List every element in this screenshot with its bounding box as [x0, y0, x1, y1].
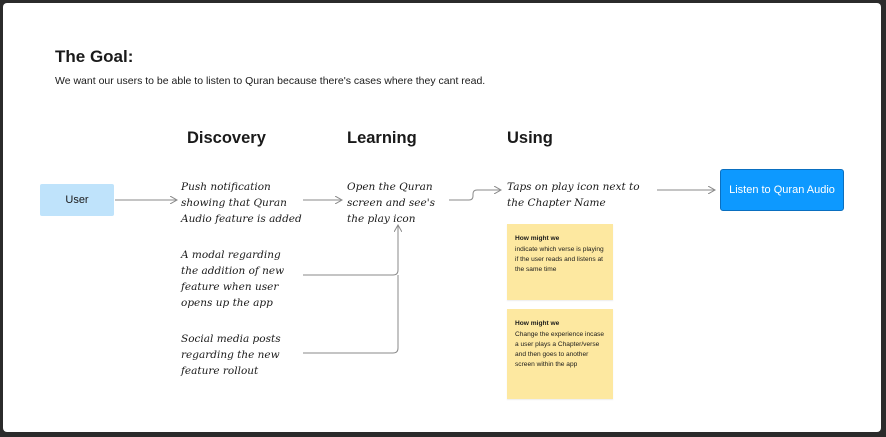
- discovery-push-notification[interactable]: [181, 179, 302, 227]
- note-line: Open the Quran: [347, 181, 433, 193]
- note-line: showing that Quran: [181, 197, 287, 209]
- sticky-heading: How might we: [515, 320, 560, 327]
- sticky-note-screen-change[interactable]: [507, 309, 613, 399]
- note-line: screen and see's: [347, 197, 435, 209]
- note-line: regarding the new: [181, 349, 280, 361]
- stage-discovery-heading: Discovery: [187, 129, 266, 147]
- note-line: Audio feature is added: [181, 213, 302, 225]
- whiteboard-canvas: [3, 3, 881, 432]
- sticky-heading: How might we: [515, 235, 560, 242]
- note-line: the addition of new: [181, 265, 285, 277]
- note-line: feature rollout: [181, 365, 259, 377]
- note-line: Push notification: [181, 181, 271, 193]
- note-line: the Chapter Name: [507, 197, 606, 209]
- note-line: Social media posts: [181, 333, 281, 345]
- goal-title: The Goal:: [55, 47, 134, 66]
- sticky-note-verse-indicator[interactable]: [507, 224, 613, 300]
- note-line: the play icon: [347, 213, 416, 225]
- note-line: feature when user: [181, 281, 279, 293]
- connector-modal-to-learning: [303, 225, 398, 275]
- discovery-modal[interactable]: [181, 247, 284, 311]
- sticky-body: Change the experience incase a user plays a Chapter/verse and then goes to another screen within the app: [515, 331, 605, 368]
- goal-description: We want our users to be able to listen to Quran because there's cases where they cant read.: [55, 75, 486, 87]
- note-line: A modal regarding: [181, 249, 281, 261]
- user-node[interactable]: User: [40, 184, 114, 216]
- listen-to-quran-audio-button[interactable]: Listen to Quran Audio: [720, 169, 844, 211]
- discovery-social-media[interactable]: [181, 331, 281, 379]
- note-line: opens up the app: [181, 297, 273, 309]
- sticky-body: indicate which verse is playing if the user reads and listens at the same time: [515, 246, 604, 273]
- learning-open-quran[interactable]: [347, 179, 435, 227]
- flow-connectors: [3, 3, 881, 432]
- stage-learning-heading: Learning: [347, 129, 417, 147]
- note-line: Taps on play icon next to: [507, 181, 640, 193]
- stage-using-heading: Using: [507, 129, 553, 147]
- connector-learning-to-using: [449, 190, 501, 200]
- using-tap-play-icon[interactable]: [507, 179, 640, 211]
- connector-social-to-learning: [303, 275, 398, 353]
